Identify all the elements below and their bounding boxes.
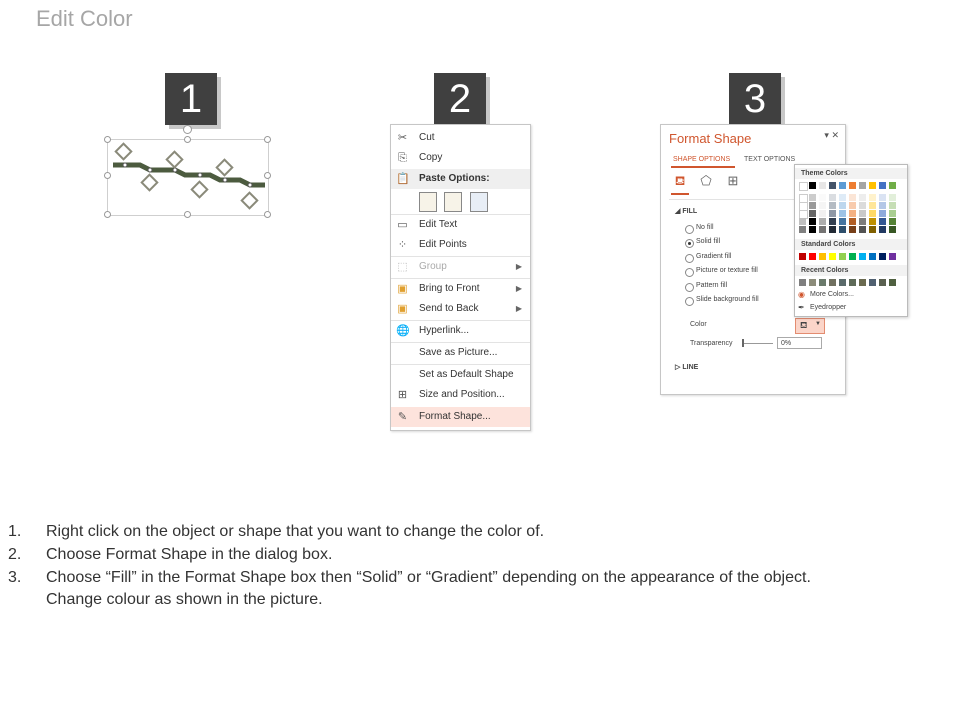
pane-menu-icon[interactable]: ▾ bbox=[824, 130, 829, 140]
pane-controls bbox=[824, 130, 839, 141]
standard-color-swatch[interactable] bbox=[859, 253, 866, 260]
eyedropper-icon: ✒ bbox=[798, 303, 805, 312]
more-colors-link[interactable]: More Colors... bbox=[810, 291, 854, 298]
submenu-arrow-icon: ▶ bbox=[515, 304, 522, 313]
theme-color-swatch[interactable] bbox=[889, 194, 896, 201]
menu-item-set-default-shape[interactable] bbox=[391, 365, 530, 385]
instruction-text: Choose Format Shape in the dialog box. bbox=[46, 546, 333, 563]
radio-gradient-fill[interactable]: Gradient fill bbox=[685, 253, 845, 265]
theme-color-swatch[interactable] bbox=[869, 182, 876, 189]
fill-bucket-icon: ⛾ bbox=[800, 320, 808, 330]
menu-item-label: Bring to Front bbox=[419, 283, 480, 294]
menu-item-hyperlink[interactable] bbox=[391, 321, 530, 341]
theme-color-swatch[interactable] bbox=[799, 226, 806, 233]
group-icon: ⬚ bbox=[397, 261, 408, 273]
color-picker-dropdown bbox=[794, 164, 908, 317]
radio-picture-texture-fill[interactable]: Picture or texture fill bbox=[685, 267, 845, 279]
slider-thumb[interactable] bbox=[742, 339, 744, 347]
theme-color-swatch[interactable] bbox=[839, 194, 846, 201]
pane-title: Format Shape bbox=[669, 131, 752, 146]
standard-color-swatch[interactable] bbox=[849, 253, 856, 260]
fill-line-icon[interactable]: ⛾ bbox=[674, 173, 686, 188]
active-tab-indicator bbox=[671, 166, 735, 168]
color-wheel-icon: ◉ bbox=[798, 290, 805, 299]
standard-color-swatch[interactable] bbox=[799, 253, 806, 260]
theme-color-swatch[interactable] bbox=[869, 218, 876, 225]
theme-color-swatch[interactable] bbox=[879, 182, 886, 189]
standard-color-swatch[interactable] bbox=[809, 253, 816, 260]
bring-front-icon: ▣ bbox=[397, 283, 408, 295]
theme-color-swatch[interactable] bbox=[869, 202, 876, 209]
menu-item-label: Format Shape... bbox=[419, 411, 491, 422]
menu-item-label: Paste Options: bbox=[419, 173, 490, 184]
size-properties-icon[interactable]: ⊞ bbox=[727, 173, 739, 188]
step-badge-1: 1 bbox=[165, 73, 217, 125]
recent-color-swatch[interactable] bbox=[879, 279, 886, 286]
menu-item-copy[interactable] bbox=[391, 148, 530, 168]
theme-color-swatch[interactable] bbox=[819, 202, 826, 209]
instruction-text: Right click on the object or shape that you want to change the color of. bbox=[46, 523, 545, 540]
recent-color-swatch[interactable] bbox=[889, 279, 896, 286]
menu-item-group[interactable] bbox=[391, 257, 530, 277]
theme-color-swatch[interactable] bbox=[849, 194, 856, 201]
theme-color-swatch[interactable] bbox=[809, 226, 816, 233]
radio-pattern-fill[interactable]: Pattern fill bbox=[685, 282, 845, 294]
standard-color-swatch[interactable] bbox=[839, 253, 846, 260]
menu-item-label: Send to Back bbox=[419, 303, 479, 314]
theme-color-swatch[interactable] bbox=[849, 226, 856, 233]
format-shape-icon: ✎ bbox=[397, 411, 408, 423]
paste-icon: 📋 bbox=[396, 173, 410, 185]
menu-item-label: Set as Default Shape bbox=[419, 369, 514, 380]
active-icon-indicator bbox=[671, 193, 689, 195]
recent-colors-header: Recent Colors bbox=[795, 265, 907, 276]
scissors-icon: ✂ bbox=[397, 132, 408, 144]
theme-color-swatch[interactable] bbox=[829, 194, 836, 201]
menu-item-label: Size and Position... bbox=[419, 389, 505, 400]
menu-item-label: Save as Picture... bbox=[419, 347, 498, 358]
theme-color-swatch[interactable] bbox=[829, 226, 836, 233]
theme-color-swatch[interactable] bbox=[839, 226, 846, 233]
theme-color-swatch[interactable] bbox=[859, 226, 866, 233]
standard-colors-header: Standard Colors bbox=[795, 239, 907, 250]
theme-color-swatch[interactable] bbox=[879, 218, 886, 225]
submenu-arrow-icon: ▶ bbox=[515, 262, 522, 271]
theme-color-swatch[interactable] bbox=[809, 218, 816, 225]
theme-color-swatch[interactable] bbox=[889, 218, 896, 225]
theme-color-swatch[interactable] bbox=[819, 182, 826, 189]
theme-color-swatch[interactable] bbox=[849, 202, 856, 209]
theme-colors-header: Theme Colors bbox=[795, 168, 907, 179]
theme-color-swatch[interactable] bbox=[889, 182, 896, 189]
menu-item-label: Group bbox=[419, 261, 447, 272]
line-section-header[interactable]: ▷ LINE bbox=[675, 364, 699, 371]
theme-color-swatch[interactable] bbox=[819, 210, 826, 217]
tab-shape-options[interactable]: SHAPE OPTIONS bbox=[673, 156, 731, 163]
standard-color-swatch[interactable] bbox=[889, 253, 896, 260]
theme-color-swatch[interactable] bbox=[799, 218, 806, 225]
menu-item-cut[interactable] bbox=[391, 128, 530, 148]
theme-color-swatch[interactable] bbox=[889, 210, 896, 217]
effects-icon[interactable]: ⬠ bbox=[700, 173, 712, 188]
theme-color-swatch[interactable] bbox=[839, 218, 846, 225]
recent-color-swatch[interactable] bbox=[839, 279, 846, 286]
theme-color-swatch[interactable] bbox=[829, 218, 836, 225]
edit-text-icon: ▭ bbox=[397, 219, 408, 231]
theme-color-swatch[interactable] bbox=[849, 182, 856, 189]
recent-color-swatch[interactable] bbox=[829, 279, 836, 286]
recent-color-swatch[interactable] bbox=[819, 279, 826, 286]
color-dropdown-button[interactable] bbox=[795, 318, 825, 334]
menu-item-send-to-back[interactable] bbox=[391, 299, 530, 319]
step-badge-2: 2 bbox=[434, 73, 486, 125]
theme-color-swatch[interactable] bbox=[869, 226, 876, 233]
theme-color-swatch[interactable] bbox=[819, 194, 826, 201]
fill-section-header[interactable]: ◢ FILL bbox=[675, 208, 698, 215]
transparency-slider[interactable] bbox=[743, 343, 773, 344]
recent-color-swatch[interactable] bbox=[869, 279, 876, 286]
theme-color-swatch[interactable] bbox=[879, 210, 886, 217]
rotate-handle[interactable] bbox=[183, 125, 192, 134]
transparency-label: Transparency bbox=[690, 340, 733, 347]
theme-color-swatch[interactable] bbox=[809, 210, 816, 217]
color-label: Color bbox=[690, 321, 707, 328]
theme-color-swatch[interactable] bbox=[859, 182, 866, 189]
recent-color-swatch[interactable] bbox=[859, 279, 866, 286]
menu-item-format-shape[interactable] bbox=[391, 407, 530, 427]
theme-color-swatch[interactable] bbox=[819, 226, 826, 233]
menu-item-edit-points[interactable] bbox=[391, 235, 530, 255]
theme-color-swatch[interactable] bbox=[819, 218, 826, 225]
menu-item-edit-text[interactable] bbox=[391, 215, 530, 235]
theme-color-swatch[interactable] bbox=[829, 210, 836, 217]
theme-color-swatch[interactable] bbox=[869, 194, 876, 201]
theme-color-swatch[interactable] bbox=[889, 226, 896, 233]
menu-item-label: Edit Points bbox=[419, 239, 467, 250]
menu-item-label: Hyperlink... bbox=[419, 325, 470, 336]
theme-color-swatch[interactable] bbox=[799, 182, 808, 191]
theme-color-swatch[interactable] bbox=[829, 202, 836, 209]
theme-color-swatch[interactable] bbox=[849, 210, 856, 217]
instruction-text: Change colour as shown in the picture. bbox=[46, 591, 323, 608]
theme-color-swatch[interactable] bbox=[839, 210, 846, 217]
theme-color-swatch[interactable] bbox=[879, 226, 886, 233]
tab-text-options[interactable]: TEXT OPTIONS bbox=[744, 156, 796, 163]
theme-color-swatch[interactable] bbox=[859, 210, 866, 217]
recent-color-swatch[interactable] bbox=[849, 279, 856, 286]
instruction-text: Choose “Fill” in the Format Shape box then “Solid” or “Gradient” depending on the appearance of the object. bbox=[46, 569, 811, 586]
standard-color-swatch[interactable] bbox=[829, 253, 836, 260]
copy-icon: ⎘ bbox=[398, 152, 407, 164]
menu-item-label: Copy bbox=[419, 152, 443, 163]
theme-color-swatch[interactable] bbox=[879, 194, 886, 201]
paste-keep-source-icon[interactable] bbox=[419, 192, 437, 212]
recent-color-swatch[interactable] bbox=[799, 279, 806, 286]
step-badge-3: 3 bbox=[729, 73, 781, 125]
size-position-icon: ⊞ bbox=[397, 389, 408, 401]
close-icon[interactable]: ✕ bbox=[831, 130, 839, 140]
theme-color-swatch[interactable] bbox=[839, 202, 846, 209]
edit-points-icon: ⁘ bbox=[397, 239, 408, 251]
menu-item-label: Edit Text bbox=[419, 219, 458, 230]
collapse-icon: ◢ bbox=[675, 208, 681, 215]
theme-color-swatch[interactable] bbox=[859, 202, 866, 209]
standard-color-swatch[interactable] bbox=[869, 253, 876, 260]
menu-item-paste-options bbox=[391, 169, 530, 189]
theme-color-swatch[interactable] bbox=[839, 182, 846, 189]
context-menu bbox=[390, 124, 531, 431]
submenu-arrow-icon: ▶ bbox=[515, 284, 522, 293]
recent-color-swatch[interactable] bbox=[809, 279, 816, 286]
standard-color-swatch[interactable] bbox=[879, 253, 886, 260]
theme-color-swatch[interactable] bbox=[879, 202, 886, 209]
menu-item-label: Cut bbox=[419, 132, 435, 143]
theme-color-swatch[interactable] bbox=[809, 202, 816, 209]
theme-color-swatch[interactable] bbox=[859, 194, 866, 201]
radio-no-fill[interactable]: No fill bbox=[685, 224, 845, 236]
theme-color-swatch[interactable] bbox=[859, 218, 866, 225]
theme-color-swatch[interactable] bbox=[829, 182, 836, 189]
timeline-shape bbox=[105, 140, 270, 215]
expand-icon: ▷ bbox=[675, 364, 681, 371]
theme-color-swatch[interactable] bbox=[849, 218, 856, 225]
menu-item-size-position[interactable] bbox=[391, 385, 530, 405]
instruction-number: 2. bbox=[8, 546, 22, 563]
chevron-down-icon: ▼ bbox=[815, 321, 821, 327]
hyperlink-icon: 🌐 bbox=[396, 325, 410, 337]
instruction-number: 1. bbox=[8, 523, 22, 540]
radio-slide-background-fill[interactable]: Slide background fill bbox=[685, 296, 845, 308]
transparency-input[interactable]: 0% bbox=[777, 337, 822, 349]
theme-color-swatch[interactable] bbox=[869, 210, 876, 217]
page-title: Edit Color bbox=[36, 6, 133, 31]
send-back-icon: ▣ bbox=[397, 303, 408, 315]
menu-item-bring-to-front[interactable] bbox=[391, 279, 530, 299]
theme-color-swatch[interactable] bbox=[809, 194, 816, 201]
menu-item-save-as-picture[interactable] bbox=[391, 343, 530, 363]
instruction-number: 3. bbox=[8, 569, 22, 586]
theme-color-swatch[interactable] bbox=[809, 182, 816, 189]
eyedropper-link[interactable]: Eyedropper bbox=[810, 304, 847, 311]
paste-picture-icon[interactable] bbox=[470, 192, 488, 212]
theme-color-swatch[interactable] bbox=[889, 202, 896, 209]
radio-solid-fill[interactable]: Solid fill bbox=[685, 238, 845, 250]
paste-merge-format-icon[interactable] bbox=[444, 192, 462, 212]
standard-color-swatch[interactable] bbox=[819, 253, 826, 260]
